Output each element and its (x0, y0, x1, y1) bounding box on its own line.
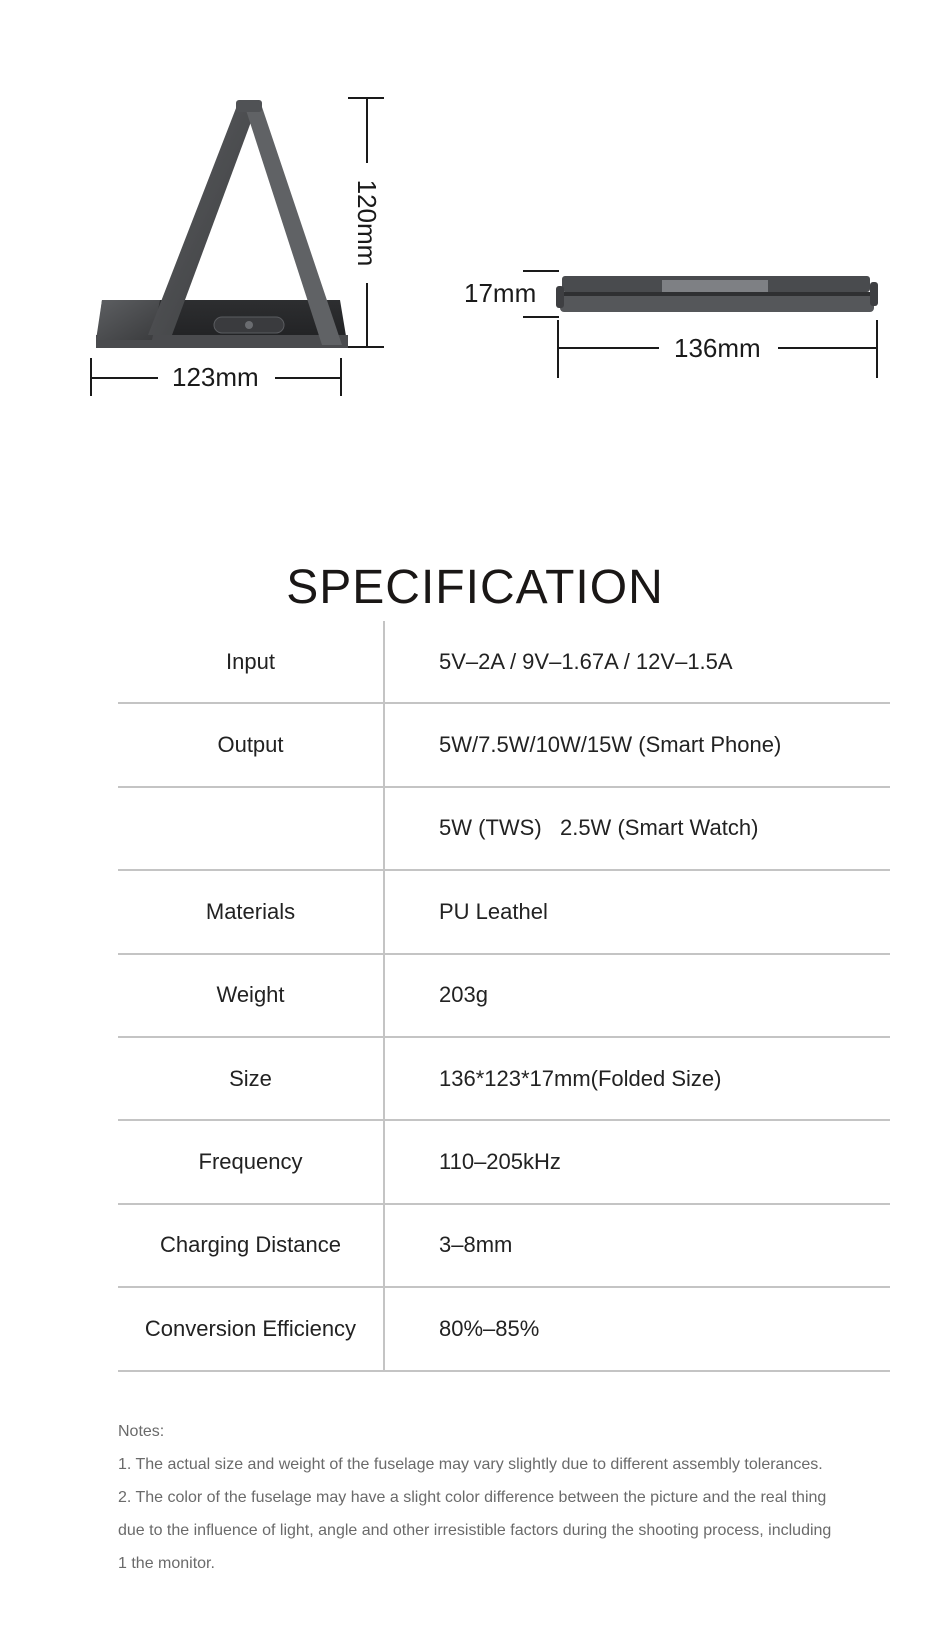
spec-table (118, 621, 890, 1372)
length-tick-left (557, 320, 559, 378)
spec-value: 5V–2A / 9V–1.67A / 12V–1.5A (439, 648, 733, 674)
spec-label: Conversion Efficiency (144, 1315, 357, 1341)
notes-heading: Notes: (118, 1423, 165, 1440)
spec-label: Frequency (198, 1149, 303, 1175)
thickness-tick-bottom (523, 316, 559, 318)
stand-width-label: 123mm (172, 362, 259, 392)
spec-label: Materials (205, 898, 296, 924)
notes-line: 2. The color of the fuselage may have a slight color difference between the picture and the real thing (118, 1489, 827, 1506)
length-tick-right (876, 320, 878, 378)
notes-line: due to the influence of light, angle and other irresistible factors during the shooting process, including (118, 1522, 832, 1539)
folded-thickness-label: 17mm (464, 278, 537, 308)
folded-illustration (556, 272, 878, 316)
notes-line: 1. The actual size and weight of the fuselage may vary slightly due to different assembly tolerances. (118, 1456, 823, 1473)
spec-title: SPECIFICATION (286, 561, 664, 615)
spec-value: 136*123*17mm(Folded Size) (439, 1065, 722, 1091)
spec-row-conversion-efficiency (118, 1288, 890, 1371)
notes-line: 1 the monitor. (118, 1555, 215, 1572)
spec-row-size (118, 1038, 890, 1121)
length-line-right (778, 347, 878, 349)
spec-value: PU Leathel (439, 898, 548, 924)
spec-row-output (118, 704, 890, 787)
folded-length-label: 136mm (674, 333, 761, 363)
spec-label: Output (217, 732, 284, 758)
notes (118, 1415, 898, 1580)
spec-value: 110–205kHz (439, 1149, 561, 1175)
spec-row-output-extra (118, 788, 890, 871)
spec-row-weight (118, 955, 890, 1038)
spec-row-charging-distance (118, 1205, 890, 1288)
stand-height-label: 120mm (352, 179, 382, 267)
spec-label: Input (226, 648, 275, 674)
spec-value: 3–8mm (439, 1232, 513, 1258)
spec-row-input (118, 621, 890, 704)
thickness-tick-top (523, 270, 559, 272)
spec-value: 203g (439, 982, 488, 1008)
height-line-bottom (366, 283, 368, 347)
spec-value: 5W/7.5W/10W/15W (Smart Phone) (439, 732, 782, 758)
width-line-right (275, 377, 342, 379)
spec-value: 80%–85% (439, 1315, 540, 1341)
spec-label: Size (229, 1065, 272, 1091)
spec-row-frequency (118, 1121, 890, 1204)
width-line-left (90, 377, 158, 379)
spec-row-materials (118, 871, 890, 954)
spec-label (118, 788, 383, 869)
height-line-top (366, 97, 368, 163)
stand-product-view (90, 95, 390, 360)
spec-label: Charging Distance (160, 1232, 341, 1258)
spec-value: 5W (TWS) 2.5W (Smart Watch) (439, 815, 759, 841)
spec-label: Weight (216, 982, 285, 1008)
stand-illustration (90, 95, 390, 360)
length-line-left (557, 347, 659, 349)
folded-product-view (556, 272, 878, 316)
